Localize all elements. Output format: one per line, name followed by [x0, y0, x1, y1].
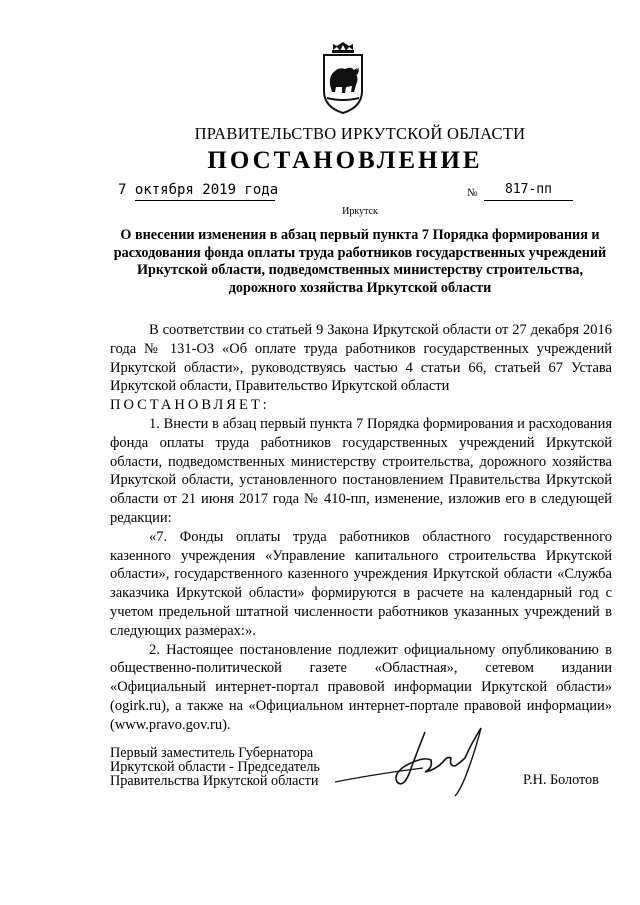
resolves-label: ПОСТАНОВЛЯЕТ:: [110, 397, 270, 414]
paragraph-item-1: 1. Внести в абзац первый пункта 7 Порядка формирования и расходования фонда оплаты труда работников государственных учреждений Иркутской области, подведомственных министерству строительства, дорожного хозяйства Иркутской области, установленного постановлением Правительства Иркутской области от 21 июня 2017 года № 410-пп, изменение, изложив его в следующей редакции:: [110, 415, 612, 526]
paragraph-item-2: 2. Настоящее постановление подлежит официальному опубликованию в общественно-политической газете «Областная», сетевом издании «Официальный интернет-портал правовой информации Иркутской области» (ogirk.ru), а также на «Официальном интернет-портале правовой информации» (www.pravo.gov.ru).: [110, 641, 612, 733]
handwritten-signature-icon: [305, 722, 505, 802]
date-underline: [135, 200, 275, 201]
document-heading: О внесении изменения в абзац первый пункта 7 Порядка формирования и расходования фонда оплаты труда работников государственных учреждений Иркутской области, подведомственных министерству строительства, дорожного хозяйства Иркутской области: [113, 227, 607, 296]
number-sign: №: [467, 187, 478, 199]
signatory-title-line-1: Первый заместитель Губернатора: [110, 745, 314, 761]
signatory-title-line-3: Правительства Иркутской области: [110, 773, 319, 789]
document-body: [110, 321, 612, 735]
quoted-amendment-paragraph: «7. Фонды оплаты труда работников областного государственного казенного учреждения «Управление капитального строительства Иркутской области», государственного казенного учреждения Иркутской области «Служба заказчика Иркутской области» формируются в расчете на календарный год с учетом предельной штатной численности работников указанных учреждений в следующих размерах:».: [110, 528, 612, 639]
signatory-title-line-2: Иркутской области - Председатель: [110, 759, 320, 775]
coat-of-arms-icon: [321, 41, 365, 115]
document-date: 7 октября 2019 года: [118, 182, 279, 198]
signatory-title: [110, 746, 320, 788]
preamble-paragraph: В соответствии со статьей 9 Закона Иркутской области от 27 декабря 2016 года № 131-ОЗ «Об оплате труда работников государственных учреждений Иркутской области», руководствуясь частью 4 статьи 66, статьей 67 Устава Иркутской области, Правительство Иркутской области: [110, 322, 612, 395]
document-number: 817-пп: [505, 182, 552, 197]
city-label: Иркутск: [342, 206, 378, 217]
government-title: ПРАВИТЕЛЬСТВО ИРКУТСКОЙ ОБЛАСТИ: [194, 124, 526, 143]
signatory-name: Р.Н. Болотов: [523, 772, 599, 788]
document-type-title: ПОСТАНОВЛЕНИЕ: [207, 147, 483, 174]
number-underline: [484, 200, 573, 201]
